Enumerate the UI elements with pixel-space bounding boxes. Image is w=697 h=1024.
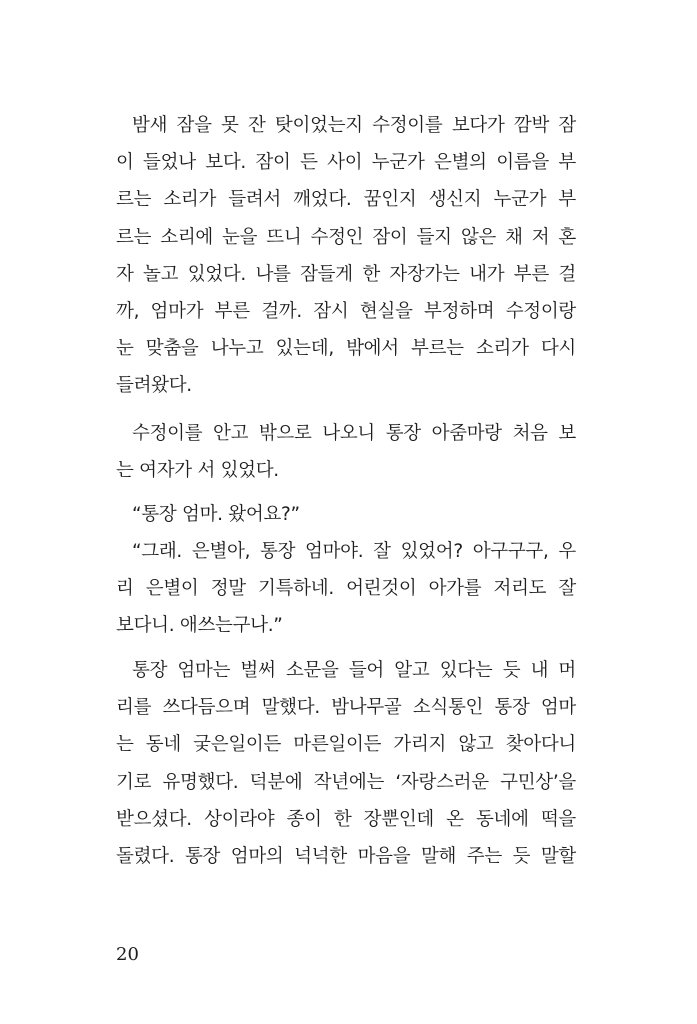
text-line: 리를 쓰다듬으며 말했다. 밤나무골 소식통인 통장 엄마 bbox=[116, 697, 576, 718]
text-line: 밤새 잠을 못 잔 탓이었는지 수정이를 보다가 깜박 잠 bbox=[132, 115, 576, 136]
text-line: 자 놀고 있었다. 나를 잠들게 한 자장가는 내가 부른 걸 bbox=[116, 264, 576, 285]
text-line: 까, 엄마가 부른 걸까. 잠시 현실을 부정하며 수정이랑 bbox=[116, 301, 576, 322]
dialogue-line: 리 은별이 정말 기특하네. 어린것이 아가를 저리도 잘 bbox=[116, 578, 576, 599]
text-line: 기로 유명했다. 덕분에 작년에는 ‘자랑스러운 구민상’을 bbox=[116, 772, 576, 793]
dialogue-line: “그래. 은별아, 통장 엄마야. 잘 있었어? 아구구구, 우 bbox=[132, 541, 576, 562]
text-line: 르는 소리에 눈을 뜨니 수정인 잠이 들지 않은 채 저 혼 bbox=[116, 227, 576, 248]
dialogue-line: 보다니. 애쓰는구나.” bbox=[116, 615, 283, 636]
text-line: 통장 엄마는 벌써 소문을 들어 알고 있다는 듯 내 머 bbox=[132, 660, 576, 681]
text-line: 르는 소리가 들려서 깨었다. 꿈인지 생신지 누군가 부 bbox=[116, 189, 576, 210]
text-line: 돌렸다. 통장 엄마의 넉넉한 마음을 말해 주는 듯 말할 bbox=[116, 846, 576, 867]
text-line: 눈 맞춤을 나누고 있는데, 밖에서 부르는 소리가 다시 bbox=[116, 338, 576, 359]
text-line: 들려왔다. bbox=[116, 375, 192, 396]
page-number: 20 bbox=[116, 944, 139, 965]
text-line: 는 여자가 서 있었다. bbox=[116, 460, 279, 481]
text-line: 받으셨다. 상이라야 종이 한 장뿐인데 온 동네에 떡을 bbox=[116, 809, 576, 830]
dialogue-line: “통장 엄마. 왔어요?” bbox=[132, 504, 300, 525]
text-line: 수정이를 안고 밖으로 나오니 통장 아줌마랑 처음 보 bbox=[132, 423, 576, 444]
text-line: 는 동네 궂은일이든 마른일이든 가리지 않고 찾아다니 bbox=[116, 734, 576, 755]
text-line: 이 들었나 보다. 잠이 든 사이 누군가 은별의 이름을 부 bbox=[116, 152, 576, 173]
